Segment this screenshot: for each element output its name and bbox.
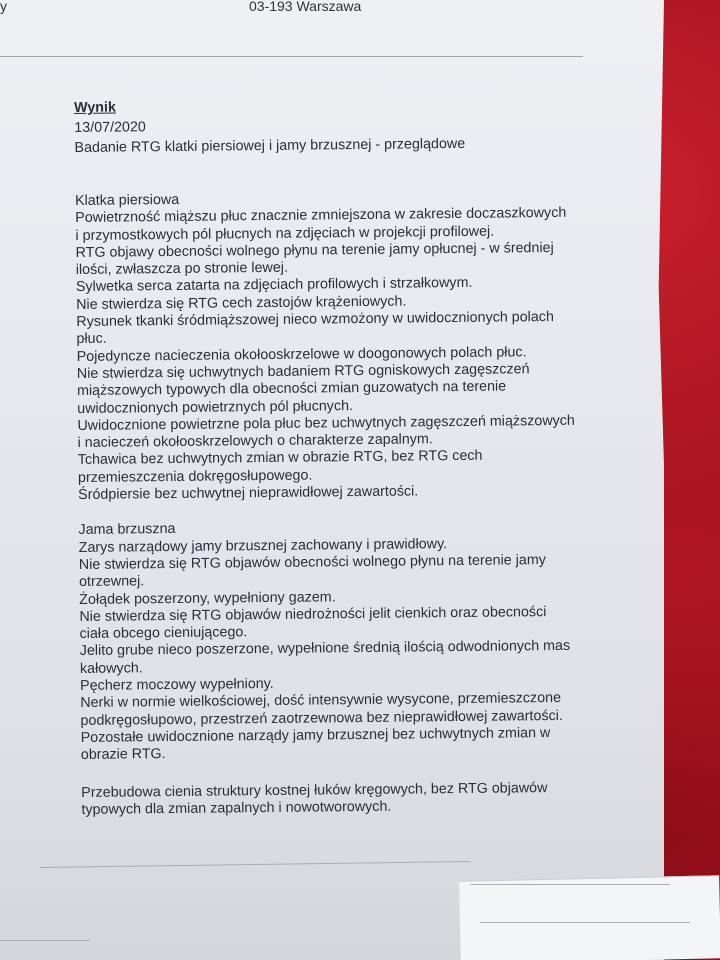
finding-line: Pojedyncze nacieczenia okołooskrzelowe w doogonowych polach płuc. [76,343,527,365]
result-title: Wynik [74,99,117,116]
finding-line: i nacieczeń okołooskrzelowych o charakterze zapalnym. [77,431,433,452]
finding-line: ciała obcego cieniującego. [79,624,248,643]
footer-rule [470,884,670,885]
finding-line: typowych dla zmian zapalnych i nowotworowych. [81,798,392,818]
finding-line: ilości, zwłaszcza po stronie lewej. [75,259,289,279]
header-address-city: 03-193 Warszawa [249,0,362,14]
finding-line: Powietrzność miąższu płuc znacznie zmniejszona w zakresie doczaszkowych [75,205,567,227]
exam-type: Badanie RTG klatki piersiowej i jamy brzusznej - przeglądowe [74,135,466,156]
header-left-fragment: y [0,0,7,14]
header-divider [0,56,583,57]
finding-line: otrzewnej. [78,573,145,591]
finding-line: Uwidocznione powietrzne pola płuc bez uchwytnych zagęszczeń miąższowych [77,412,575,434]
abdomen-findings [79,534,641,765]
finding-line: kałowych. [79,660,143,677]
finding-line: Pozostałe uwidocznione narządy jamy brzusznej bez uchwytnych zmian w [80,724,551,746]
finding-line: miąższowych typowych dla obecności zmian guzowatych na terenie [76,378,507,400]
finding-line: Sylwetka serca zatarta na zdjęciach profilowych i strzałkowym. [75,275,473,296]
section-title-chest: Klatka piersiowa [74,191,180,209]
finding-line: Rysunek tkanki śródmiąższowej nieco wzmożony w uwidocznionych polach [76,309,554,331]
finding-line: Śródpiersie bez uchwytnej nieprawidłowej zawartości. [78,483,419,504]
finding-line: Nie stwierdza się RTG cech zastojów krążeniowych. [76,293,407,313]
finding-line: Jelito grube nieco poszerzone, wypełnione średnią ilością odwodnionych mas [79,638,571,660]
spacer [75,153,635,193]
finding-line: podkręgosłupowo, przestrzeń zaotrzewnowa bez nieprawidłowej zawartości. [80,707,563,729]
finding-line: uwidocznionych powietrznych pól płucnych. [77,397,354,417]
finding-line: Nie stwierdza się uchwytnych badaniem RTG ogniskowych zagęszczeń [76,361,530,382]
finding-line: Żołądek poszerzony, wypełniony gazem. [79,588,336,608]
finding-line: płuc. [76,331,107,348]
finding-line: Tchawica bez uchwytnych zmian w obrazie RTG, bez RTG cech [77,448,483,469]
torn-paper-strip [459,875,720,960]
footer-rule [480,922,690,923]
footer-rule [0,940,90,941]
section-title-abdomen: Jama brzuszna [78,521,176,539]
bone-findings [81,779,641,819]
finding-line: RTG objawy obecności wolnego płynu na terenie jamy opłucnej - w średniej [75,239,554,261]
finding-line: przemieszczenia dokręgosłupowego. [77,467,313,486]
report-body [74,94,641,819]
finding-line: obrazie RTG. [80,746,166,764]
chest-findings [75,204,638,504]
report-date: 13/07/2020 [74,119,146,136]
finding-line: Nerki w normie wielkościowej, dość intensywnie wysycone, przemieszczone [80,690,562,712]
finding-line: Pęcherz moczowy wypełniony. [80,675,274,694]
finding-line: Nie stwierdza się RTG objawów obecności wolnego płynu na terenie jamy [78,552,546,573]
finding-line: Nie stwierdza się RTG objawów niedrożności jelit cienkich oraz obecności [79,603,547,625]
finding-line: i przymostkowych pól płucnych na zdjęciach w projekcji profilowej. [75,223,495,244]
finding-line: Zarys narządowy jamy brzusznej zachowany i prawidłowy. [78,535,448,556]
finding-line: Przebudowa cienia struktury kostnej łuków kręgowych, bez RTG objawów [81,779,548,801]
